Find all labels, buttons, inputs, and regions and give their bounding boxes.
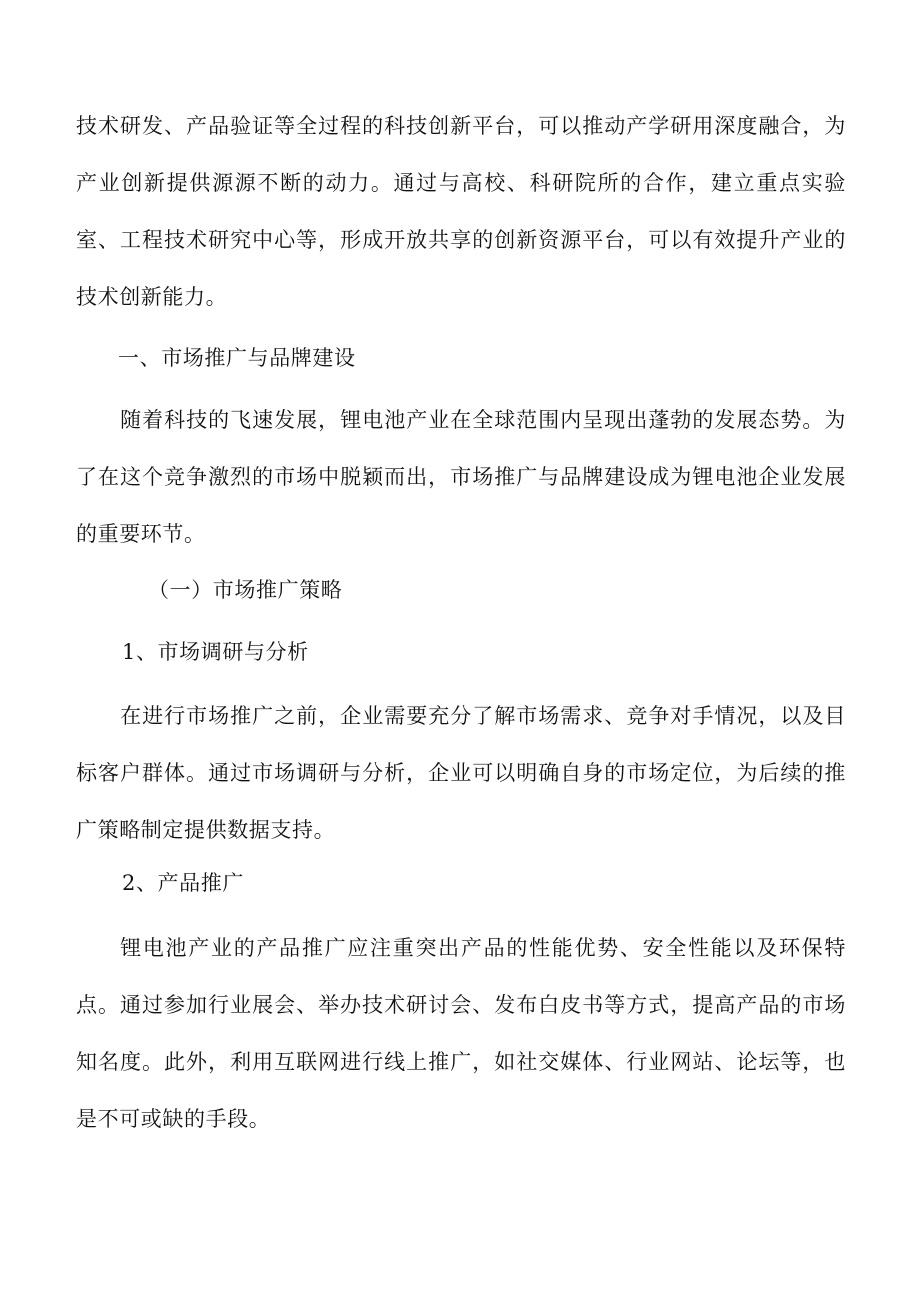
paragraph-intro: 技术研发、产品验证等全过程的科技创新平台，可以推动产学研用深度融合，为产业创新提供源源不断的动力。通过与高校、科研院所的合作，建立重点实验室、工程技术研究中心等，形成开放共享的创新资源平台，可以有效提升产业的技术创新能力。	[76, 114, 846, 309]
section-heading-market-brand: 一、市场推广与品牌建设	[118, 346, 356, 370]
paragraph-research: 在进行市场推广之前，企业需要充分了解市场需求、竞争对手情况，以及目标客户群体。通过市场调研与分析，企业可以明确自身的市场定位，为后续的推广策略制定提供数据支持。	[76, 704, 846, 842]
paragraph-product-promotion: 锂电池产业的产品推广应注重突出产品的性能优势、安全性能以及环保特点。通过参加行业展会、举办技术研讨会、发布白皮书等方式，提高产品的市场知名度。此外，利用互联网进行线上推广，如社交媒体、行业网站、论坛等，也是不可或缺的手段。	[76, 936, 846, 1131]
paragraph-market-context: 随着科技的飞速发展，锂电池产业在全球范围内呈现出蓬勃的发展态势。为了在这个竞争激烈的市场中脱颖而出，市场推广与品牌建设成为锂电池企业发展的重要环节。	[76, 408, 846, 546]
subsection-heading-strategy: （一）市场推广策略	[148, 578, 343, 602]
item-heading-research: 1、市场调研与分析	[122, 640, 309, 664]
item-heading-product-promotion: 2、产品推广	[122, 871, 244, 895]
